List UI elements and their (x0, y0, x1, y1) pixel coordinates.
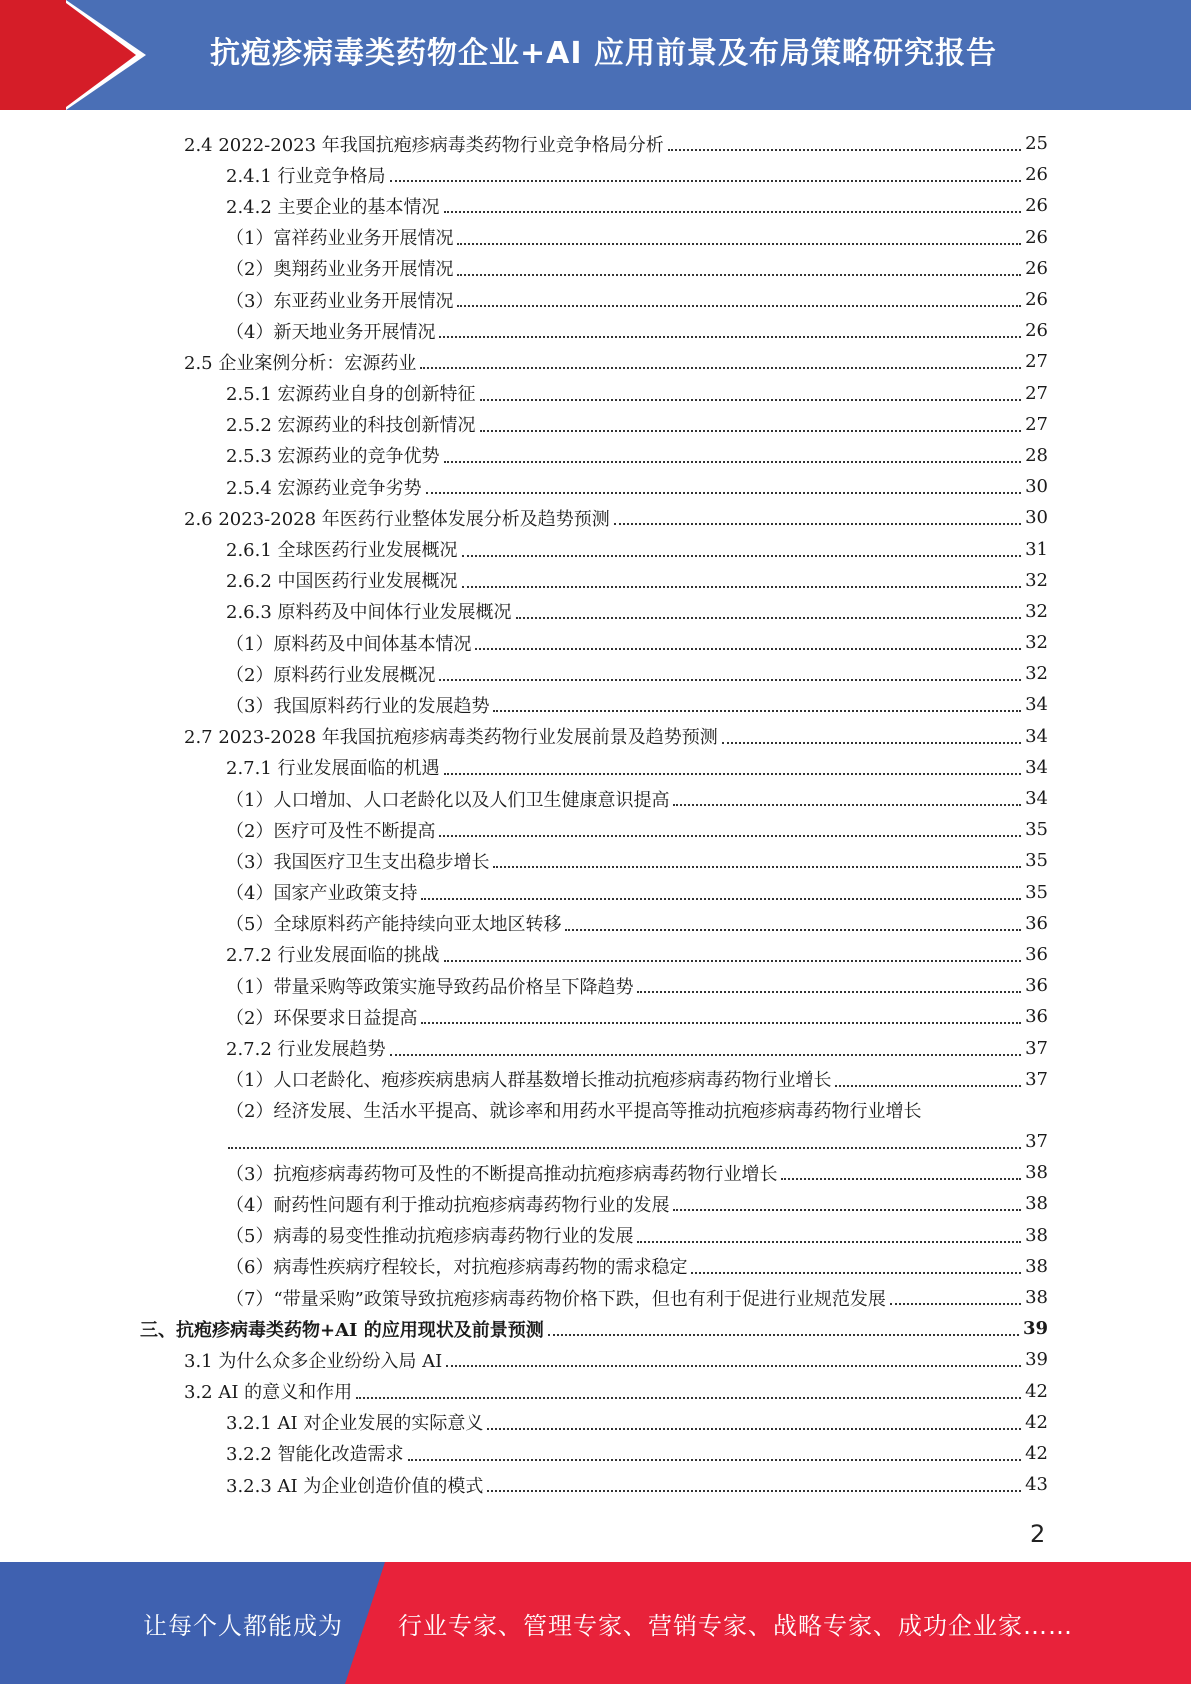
toc-entry-label: （2）奥翔药业业务开展情况 (226, 255, 455, 281)
toc-entry-page: 28 (1025, 444, 1048, 466)
toc-entry-label: 3.2.1 AI 对企业发展的实际意义 (226, 1409, 485, 1435)
toc-entry-page: 39 (1025, 1349, 1048, 1371)
toc-leader-dots (637, 1240, 1021, 1243)
toc-entry[interactable] (140, 1220, 1048, 1251)
toc-leader-dots (673, 803, 1021, 806)
toc-leader-dots (493, 709, 1021, 712)
toc-leader-dots (475, 647, 1021, 650)
toc-entry[interactable] (140, 721, 1048, 752)
toc-entry[interactable] (140, 222, 1048, 253)
toc-entry-label: （2）医疗可及性不断提高 (226, 817, 437, 843)
toc-entry[interactable] (140, 596, 1048, 627)
toc-leader-dots (890, 1302, 1021, 1305)
toc-entry[interactable] (140, 378, 1048, 409)
toc-entry[interactable] (140, 627, 1048, 658)
toc-entry-page: 26 (1025, 226, 1048, 248)
toc-entry-page: 35 (1025, 850, 1048, 872)
toc-entry[interactable] (140, 970, 1048, 1001)
toc-leader-dots (420, 366, 1021, 369)
toc-leader-dots (835, 1084, 1021, 1087)
toc-leader-dots (691, 1271, 1021, 1274)
toc-entry[interactable] (140, 908, 1048, 939)
toc-entry[interactable] (140, 814, 1048, 845)
toc-entry-label: （1）富祥药业业务开展情况 (226, 224, 455, 250)
toc-entry-page: 42 (1025, 1380, 1048, 1402)
toc-entry[interactable] (140, 253, 1048, 284)
toc-entry-page: 37 (1025, 1131, 1048, 1153)
toc-entry-label: 2.7.2 行业发展趋势 (226, 1035, 388, 1061)
toc-leader-dots (439, 335, 1021, 338)
toc-entry[interactable] (140, 471, 1048, 502)
toc-leader-dots (548, 1333, 1019, 1336)
toc-entry-page: 27 (1025, 413, 1048, 435)
toc-leader-dots (487, 1489, 1021, 1492)
toc-entry-label: （3）抗疱疹病毒药物可及性的不断提高推动抗疱疹病毒药物行业增长 (226, 1160, 779, 1186)
toc-entry-label: 2.7.1 行业发展面临的机遇 (226, 754, 442, 780)
toc-entry-page: 38 (1025, 1224, 1048, 1246)
toc-entry-page: 37 (1025, 1068, 1048, 1090)
toc-entry[interactable] (140, 1407, 1048, 1438)
toc-entry-label: （3）我国原料药行业的发展趋势 (226, 692, 491, 718)
toc-entry[interactable] (140, 502, 1048, 533)
toc-entry[interactable] (140, 1095, 1048, 1126)
toc-entry-label: 3.2.3 AI 为企业创造价值的模式 (226, 1472, 485, 1498)
toc-entry[interactable] (140, 1469, 1048, 1500)
toc-entry-label: （1）人口老龄化、疱疹疾病患病人群基数增长推动抗疱疹病毒药物行业增长 (226, 1066, 833, 1092)
toc-leader-dots (668, 148, 1021, 151)
toc-entry-page: 34 (1025, 756, 1048, 778)
toc-entry-page: 26 (1025, 164, 1048, 186)
toc-entry-page: 39 (1022, 1318, 1048, 1340)
toc-entry[interactable] (140, 346, 1048, 377)
toc-entry-page: 26 (1025, 257, 1048, 279)
toc-leader-dots (457, 273, 1021, 276)
toc-entry-page: 32 (1025, 663, 1048, 685)
toc-entry[interactable] (140, 1438, 1048, 1469)
toc-entry-label: 2.4.1 行业竞争格局 (226, 162, 388, 188)
toc-leader-dots (516, 616, 1022, 619)
toc-entry[interactable] (140, 1376, 1048, 1407)
page-footer (0, 1562, 1191, 1684)
toc-entry-page: 27 (1025, 382, 1048, 404)
toc-entry-label: 2.5.1 宏源药业自身的创新特征 (226, 380, 478, 406)
toc-entry[interactable] (140, 128, 1048, 159)
toc-entry[interactable] (140, 409, 1048, 440)
toc-leader-dots (480, 398, 1022, 401)
toc-leader-dots (390, 1053, 1022, 1056)
toc-entry-page: 34 (1025, 788, 1048, 810)
toc-entry-page: 35 (1025, 819, 1048, 841)
toc-entry-label: （2）原料药行业发展概况 (226, 661, 437, 687)
toc-entry-page: 36 (1025, 912, 1048, 934)
toc-leader-dots (493, 865, 1021, 868)
toc-entry[interactable] (140, 1282, 1048, 1313)
header-red-chevron (62, 0, 136, 110)
toc-entry-label: 3.2 AI 的意义和作用 (184, 1378, 354, 1404)
toc-entry[interactable] (140, 1064, 1048, 1095)
toc-leader-dots (781, 1177, 1021, 1180)
toc-entry[interactable] (140, 1251, 1048, 1282)
toc-entry[interactable] (140, 440, 1048, 471)
toc-entry-label: 2.4 2022-2023 年我国抗疱疹病毒类药物行业竞争格局分析 (184, 131, 666, 157)
toc-leader-dots (462, 585, 1022, 588)
toc-entry-label: （4）国家产业政策支持 (226, 879, 419, 905)
toc-entry-page: 27 (1025, 351, 1048, 373)
toc-entry[interactable] (140, 845, 1048, 876)
toc-entry[interactable] (140, 1313, 1048, 1344)
toc-leader-dots (426, 491, 1022, 494)
toc-entry-label: （3）我国医疗卫生支出稳步增长 (226, 848, 491, 874)
toc-leader-dots (228, 1146, 1021, 1149)
toc-leader-dots (614, 522, 1021, 525)
toc-entry[interactable] (140, 877, 1048, 908)
toc-entry[interactable] (140, 1188, 1048, 1219)
toc-entry-page: 42 (1025, 1411, 1048, 1433)
toc-leader-dots (487, 1427, 1021, 1430)
toc-entry-page: 36 (1025, 975, 1048, 997)
toc-entry-page: 36 (1025, 943, 1048, 965)
page-header (0, 0, 1191, 110)
toc-leader-dots (439, 834, 1021, 837)
toc-entry[interactable] (140, 783, 1048, 814)
toc-entry[interactable] (140, 533, 1048, 564)
toc-entry-page: 38 (1025, 1193, 1048, 1215)
toc-entry-page: 34 (1025, 725, 1048, 747)
toc-entry-label: 2.6.3 原料药及中间体行业发展概况 (226, 598, 514, 624)
toc-entry-page: 32 (1025, 569, 1048, 591)
toc-entry-label: （4）耐药性问题有利于推动抗疱疹病毒药物行业的发展 (226, 1191, 671, 1217)
toc-entry-label: 2.7 2023-2028 年我国抗疱疹病毒类药物行业发展前景及趋势预测 (184, 723, 720, 749)
toc-entry-page: 26 (1025, 289, 1048, 311)
report-title: 抗疱疹病毒类药物企业+AI 应用前景及布局策略研究报告 (210, 36, 997, 71)
toc-leader-dots (457, 304, 1021, 307)
toc-entry[interactable] (140, 1157, 1048, 1188)
toc-entry-page: 32 (1025, 632, 1048, 654)
toc-leader-dots (444, 210, 1022, 213)
footer-slogan-right: 行业专家、管理专家、营销专家、战略专家、成功企业家…… (398, 1612, 1073, 1640)
toc-leader-dots (439, 678, 1021, 681)
toc-entry-label: （1）人口增加、人口老龄化以及人们卫生健康意识提高 (226, 786, 671, 812)
toc-entry-page: 31 (1025, 538, 1048, 560)
table-of-contents (140, 128, 1048, 1500)
toc-entry-label: （2）经济发展、生活水平提高、就诊率和用药水平提高等推动抗疱疹病毒药物行业增长 (226, 1101, 922, 1123)
toc-leader-dots (444, 460, 1022, 463)
toc-entry-label: 2.5.4 宏源药业竞争劣势 (226, 474, 424, 500)
toc-entry-label: （7）“带量采购”政策导致抗疱疹病毒药物价格下跌，但也有利于促进行业规范发展 (226, 1285, 888, 1311)
toc-entry-page: 38 (1025, 1287, 1048, 1309)
toc-entry[interactable] (140, 284, 1048, 315)
toc-leader-dots (390, 179, 1022, 182)
toc-entry-continuation[interactable] (140, 1126, 1048, 1157)
toc-entry-label: 2.5 企业案例分析：宏源药业 (184, 349, 418, 375)
toc-entry-label: 2.4.2 主要企业的基本情况 (226, 193, 442, 219)
toc-entry[interactable] (140, 190, 1048, 221)
toc-leader-dots (421, 897, 1021, 900)
toc-entry[interactable] (140, 1001, 1048, 1032)
footer-slogan-left: 让每个人都能成为 (143, 1612, 343, 1640)
toc-leader-dots (673, 1208, 1021, 1211)
toc-leader-dots (356, 1396, 1021, 1399)
toc-leader-dots (722, 741, 1021, 744)
toc-leader-dots (444, 959, 1022, 962)
toc-entry[interactable] (140, 565, 1048, 596)
toc-entry-page: 26 (1025, 195, 1048, 217)
toc-leader-dots (457, 242, 1021, 245)
toc-entry-label: （1）带量采购等政策实施导致药品价格呈下降趋势 (226, 973, 635, 999)
toc-entry[interactable] (140, 1032, 1048, 1063)
toc-entry-label: （3）东亚药业业务开展情况 (226, 287, 455, 313)
toc-entry-page: 32 (1025, 600, 1048, 622)
toc-leader-dots (444, 772, 1022, 775)
toc-entry-page: 25 (1025, 133, 1048, 155)
toc-entry-label: 3.2.2 智能化改造需求 (226, 1440, 406, 1466)
toc-entry-label: （5）全球原料药产能持续向亚太地区转移 (226, 910, 563, 936)
toc-entry[interactable] (140, 752, 1048, 783)
toc-entry-page: 38 (1025, 1162, 1048, 1184)
toc-entry-page: 34 (1025, 694, 1048, 716)
toc-entry-label: 2.5.2 宏源药业的科技创新情况 (226, 411, 478, 437)
toc-entry-label: （2）环保要求日益提高 (226, 1004, 419, 1030)
toc-entry-page: 30 (1025, 476, 1048, 498)
toc-entry[interactable] (140, 315, 1048, 346)
toc-entry-page: 42 (1025, 1442, 1048, 1464)
toc-entry-label: 2.7.2 行业发展面临的挑战 (226, 941, 442, 967)
page-number: 2 (1030, 1520, 1046, 1548)
toc-entry-page: 37 (1025, 1037, 1048, 1059)
toc-leader-dots (421, 1021, 1021, 1024)
toc-entry-page: 35 (1025, 881, 1048, 903)
toc-entry-label: （6）病毒性疾病疗程较长，对抗疱疹病毒药物的需求稳定 (226, 1253, 689, 1279)
toc-entry-page: 26 (1025, 320, 1048, 342)
toc-entry-page: 43 (1025, 1474, 1048, 1496)
toc-leader-dots (565, 928, 1021, 931)
toc-entry-label: （4）新天地业务开展情况 (226, 318, 437, 344)
toc-leader-dots (408, 1458, 1022, 1461)
toc-leader-dots (462, 554, 1022, 557)
toc-entry-label: 2.6.2 中国医药行业发展概况 (226, 567, 460, 593)
toc-entry-page: 38 (1025, 1255, 1048, 1277)
toc-entry-label: 2.6 2023-2028 年医药行业整体发展分析及趋势预测 (184, 505, 612, 531)
toc-entry-label: （5）病毒的易变性推动抗疱疹病毒药物行业的发展 (226, 1222, 635, 1248)
toc-entry-label: 三、抗疱疹病毒类药物+AI 的应用现状及前景预测 (140, 1316, 546, 1342)
toc-leader-dots (480, 429, 1022, 432)
toc-leader-dots (637, 990, 1021, 993)
toc-entry-label: 3.1 为什么众多企业纷纷入局 AI (184, 1347, 444, 1373)
header-red-block (0, 0, 66, 110)
toc-entry[interactable] (140, 939, 1048, 970)
toc-entry-label: 2.5.3 宏源药业的竞争优势 (226, 442, 442, 468)
toc-entry[interactable] (140, 1344, 1048, 1375)
toc-entry-label: 2.6.1 全球医药行业发展概况 (226, 536, 460, 562)
toc-leader-dots (446, 1364, 1021, 1367)
toc-entry-page: 30 (1025, 507, 1048, 529)
toc-entry-label: （1）原料药及中间体基本情况 (226, 630, 473, 656)
toc-entry[interactable] (140, 689, 1048, 720)
toc-entry-page: 36 (1025, 1006, 1048, 1028)
toc-entry[interactable] (140, 658, 1048, 689)
toc-entry[interactable] (140, 159, 1048, 190)
